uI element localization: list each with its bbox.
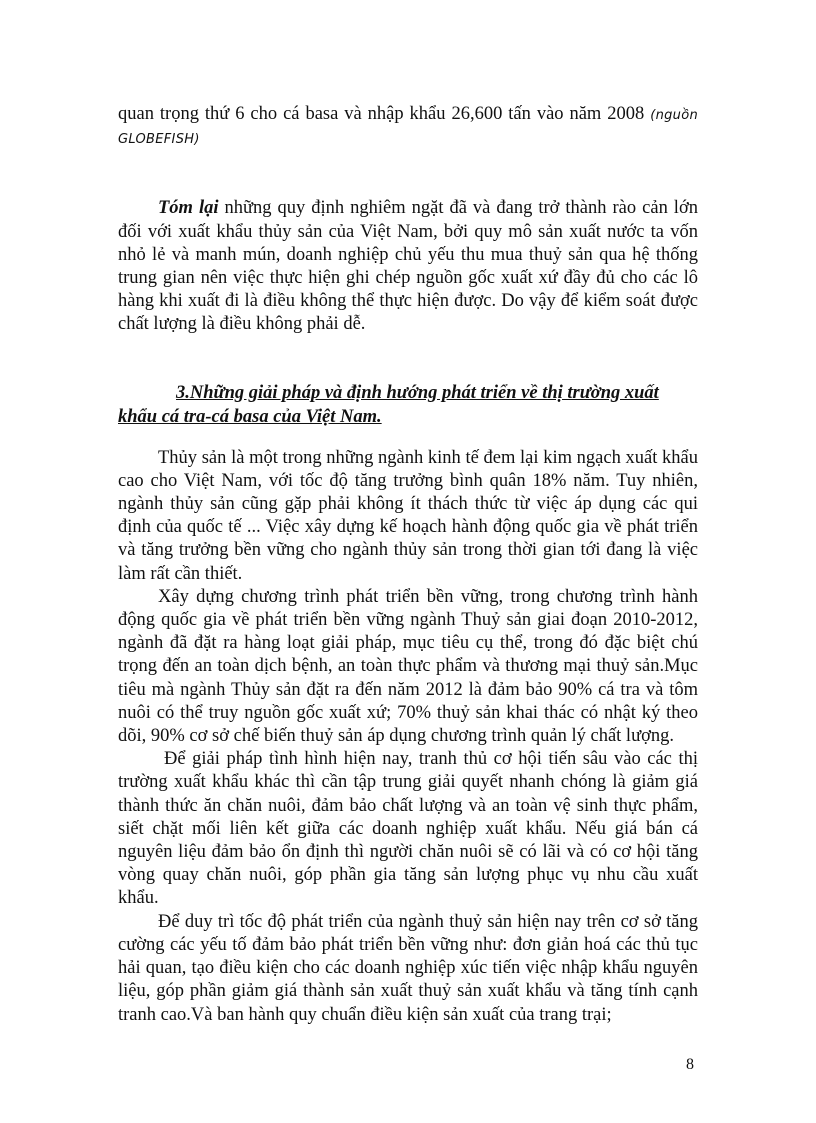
section-heading-text: 3.Những giải pháp và định hướng phát triển về thị trường xuất khẩu cá tra-cá basa của Việt Nam.: [118, 382, 659, 427]
section-heading: [118, 381, 698, 429]
spacer: [118, 151, 698, 197]
body-paragraph-4: Để duy trì tốc độ phát triển của ngành thuỷ sản hiện nay trên cơ sở tăng cường các yếu tố đảm bảo phát triển bền vững như: đơn giản hoá các thủ tục hải quan, tạo điều kiện cho các doanh nghiệp xúc tiến việc nhập khẩu nguyên liệu, góp phần giảm giá thành sản xuất thuỷ sản xuất khẩu và tăng tính cạnh tranh cao.Và ban hành quy chuẩn điều kiện sản xuất của trang trại;: [118, 911, 698, 1025]
intro-text: quan trọng thứ 6 cho cá basa và nhập khẩu 26,600 tấn vào năm 2008: [118, 104, 645, 124]
source-citation: (nguồn GLOBEFISH): [118, 108, 699, 148]
summary-text: những quy định nghiêm ngặt đã và đang trở thành rào cản lớn đối với xuất khẩu thủy sản của Việt Nam, bởi quy mô sản xuất nước ta vốn nhỏ lẻ và manh mún, doanh nghiệp chủ yếu thu mua thuỷ sản qua hệ thống trung gian nên việc thực hiện ghi chép nguồn gốc xuất xứ đầy đủ cho các lô hàng khi xuất đi là điều không thể thực hiện được. Do vậy để kiểm soát được chất lượng là điều không phải dễ.: [118, 198, 698, 335]
summary-lead: Tóm lại: [158, 198, 219, 219]
body-paragraph-3: Để giải pháp tình hình hiện nay, tranh thủ cơ hội tiến sâu vào các thị trường xuất khẩu khác thì cần tập trung giải quyết nhanh chóng là giảm giá thành thức ăn chăn nuôi, đảm bảo chất lượng và an toàn vệ sinh thực phẩm, siết chặt mối liên kết giữa các doanh nghiệp xuất khẩu. Nếu giá bán cá nguyên liệu đảm bảo ổn định thì người chăn nuôi sẽ có lãi và có cơ hội tăng vòng quay chăn nuôi, góp phần gia tăng sản lượng phục vụ nhu cầu xuất khẩu.: [118, 749, 698, 909]
intro-paragraph: [118, 103, 698, 151]
summary-paragraph: [118, 197, 698, 336]
body-paragraph-1: Thủy sản là một trong những ngành kinh tế đem lại kim ngạch xuất khẩu cao cho Việt Nam, với tốc độ tăng trưởng bình quân 18% năm. Tuy nhiên, ngành thủy sản cũng gặp phải không ít thách thức từ việc áp dụng các qui định của quốc tế ... Việc xây dựng kế hoạch hành động quốc gia về phát triển và tăng trưởng bền vững cho ngành thủy sản trong thời gian tới đang là việc làm rất cần thiết.: [118, 447, 698, 584]
body-paragraph-2: Xây dựng chương trình phát triển bền vững, trong chương trình hành động quốc gia về phát triển bền vững ngành Thuỷ sản giai đoạn 2010-2012, ngành đã đặt ra hàng loạt giải pháp, mục tiêu cụ thể, trong đó đặc biệt chú trọng đến an toàn dịch bệnh, an toàn thực phẩm và thương mại thuỷ sản.Mục tiêu mà ngành Thủy sản đặt ra đến năm 2012 là đảm bảo 90% cá tra và tôm nuôi có thể truy nguồn gốc xuất xứ; 70% thuỷ sản khai thác có nhật ký theo dõi, 90% cơ sở chế biến thuỷ sản áp dụng chương trình quản lý chất lượng.: [118, 586, 698, 747]
spacer: [118, 429, 698, 447]
page-number: 8: [686, 1056, 694, 1073]
spacer: [118, 337, 698, 381]
